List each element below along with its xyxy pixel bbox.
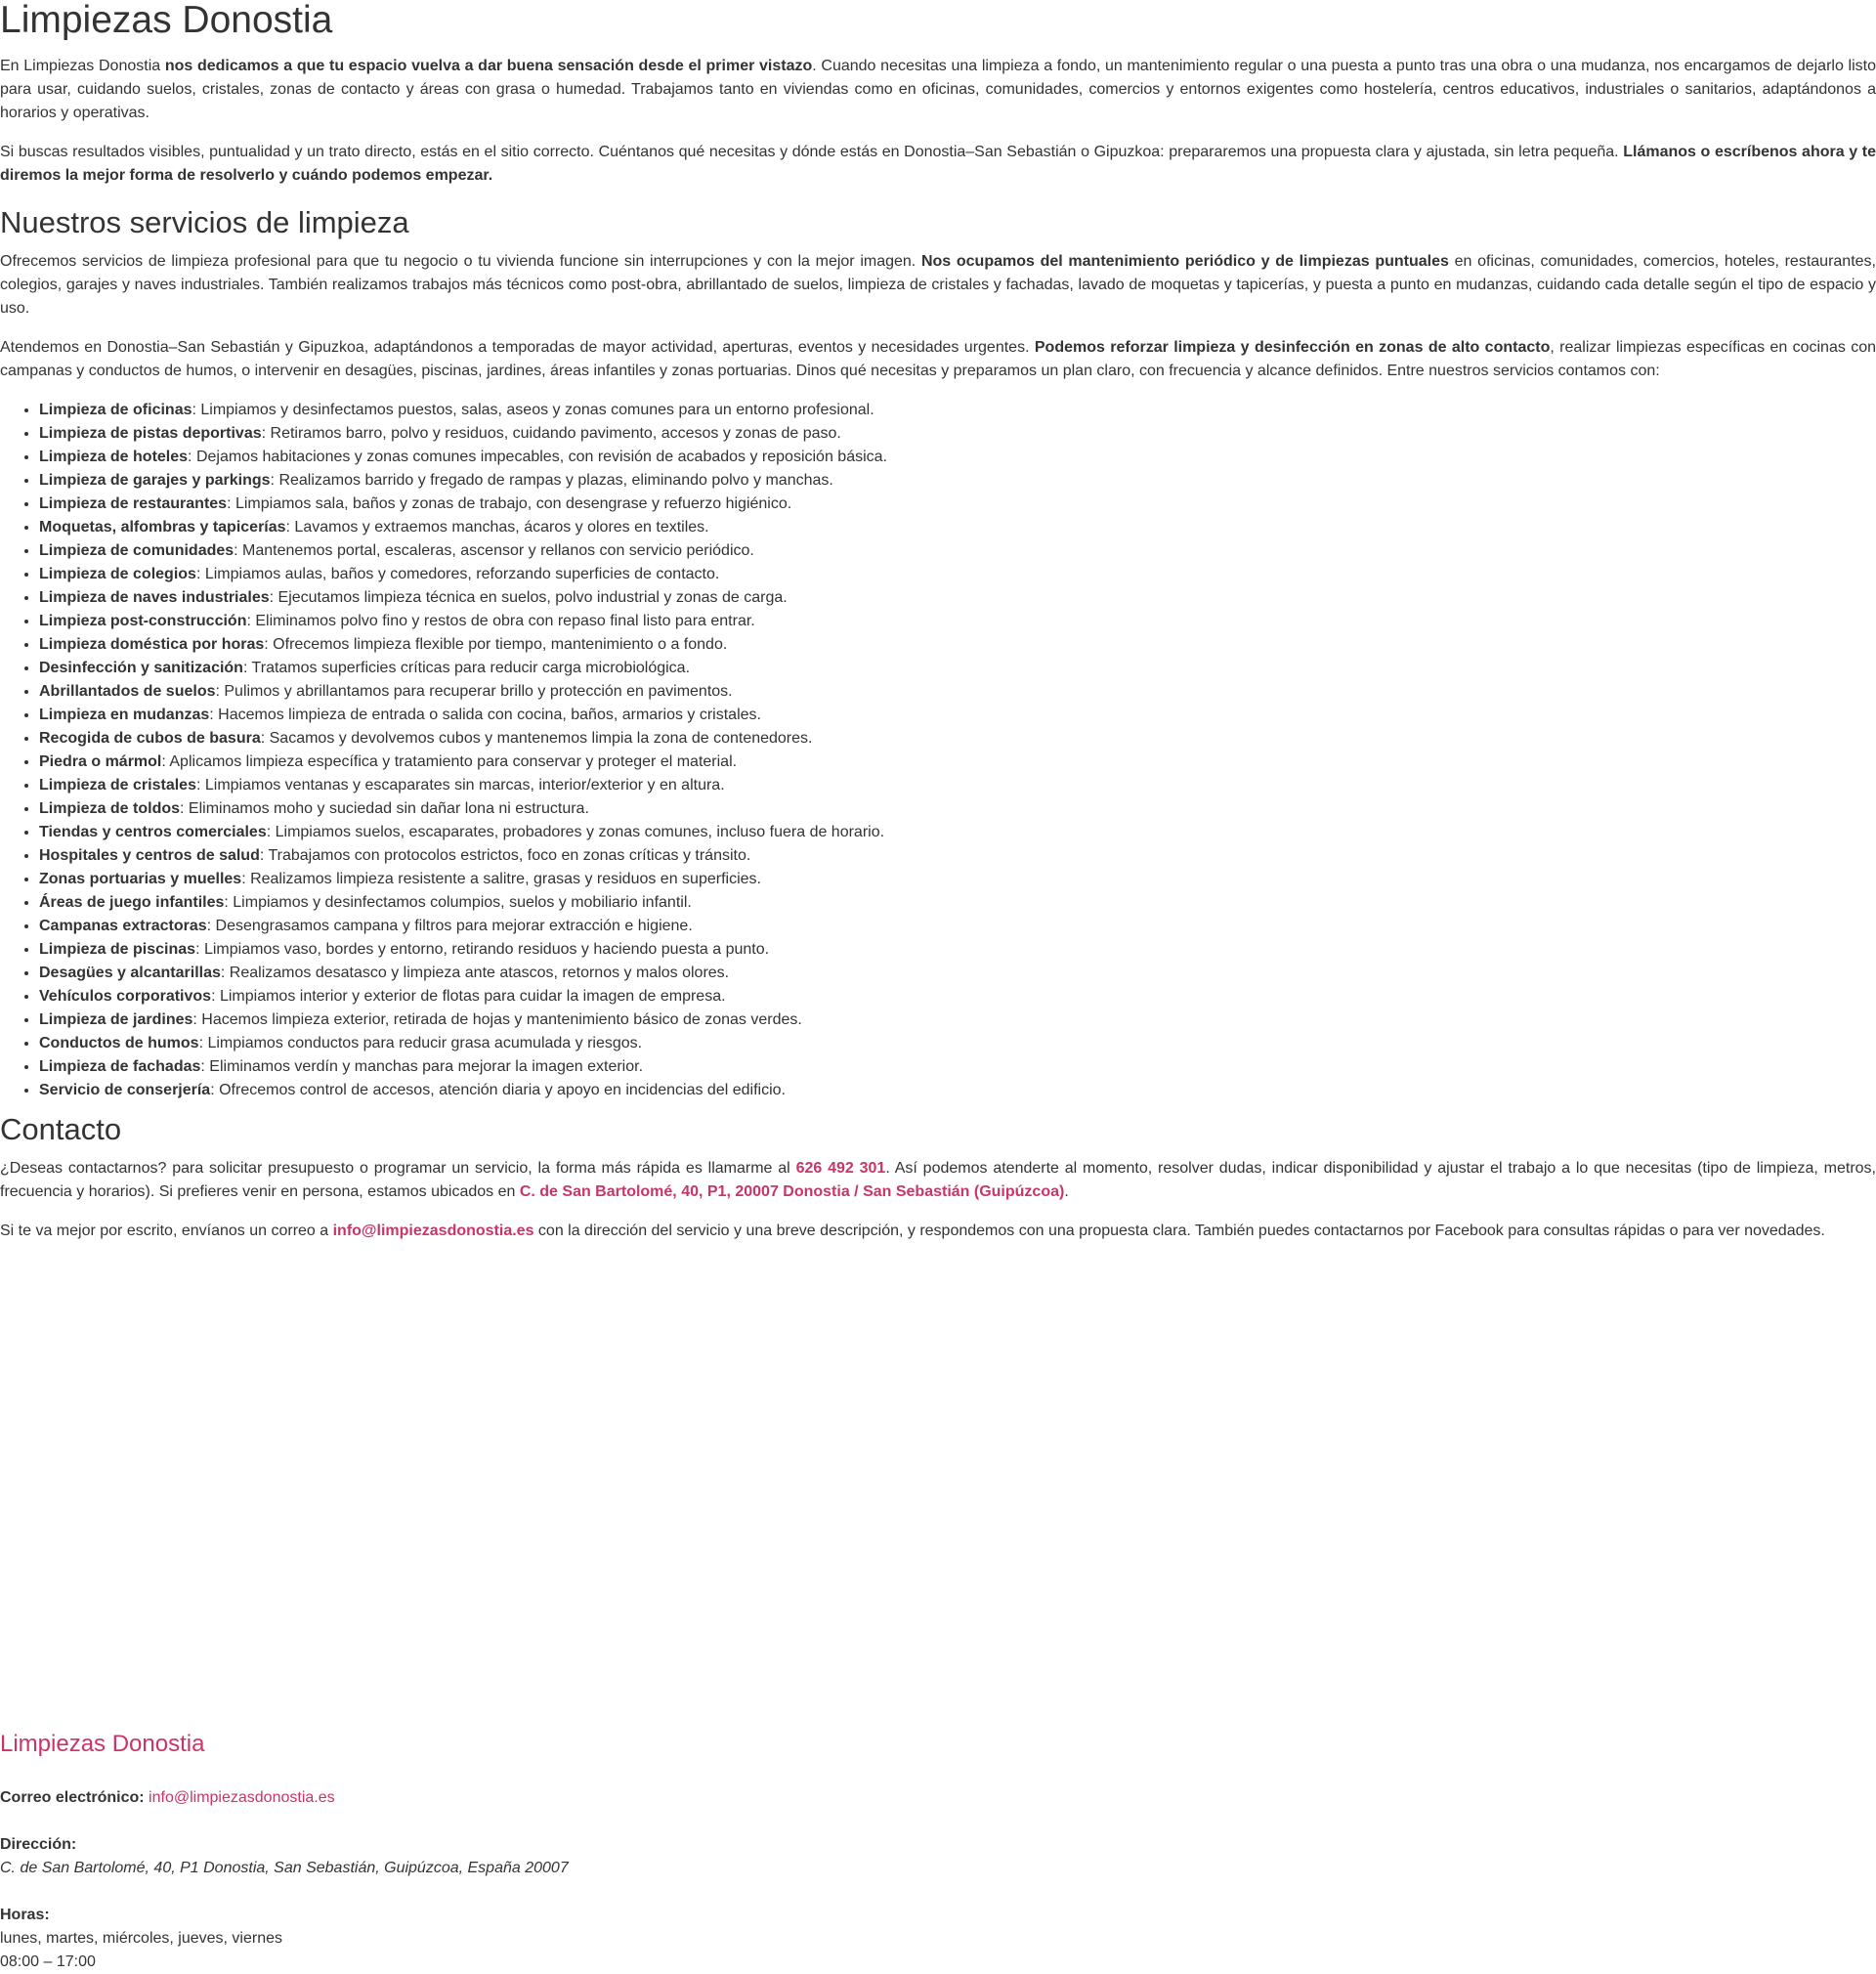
service-description: : Dejamos habitaciones y zonas comunes impecables, con revisión de acabados y reposición básica. xyxy=(188,449,887,465)
service-description: : Realizamos barrido y fregado de rampas y plazas, eliminando polvo y manchas. xyxy=(270,472,833,489)
contact-heading: Contacto xyxy=(0,1112,122,1146)
service-description: : Desengrasamos campana y filtros para mejorar extracción e higiene. xyxy=(206,918,693,934)
service-description: : Limpiamos interior y exterior de flotas para cuidar la imagen de empresa. xyxy=(211,988,726,1005)
service-description: : Aplicamos limpieza específica y tratamiento para conservar y proteger el material. xyxy=(161,753,738,770)
service-list-item xyxy=(39,680,1876,704)
body-text: En Limpiezas Donostia xyxy=(0,58,165,74)
page-title: Limpiezas Donostia xyxy=(0,0,333,41)
services-paragraph-1 xyxy=(0,250,1876,321)
service-list-item xyxy=(39,539,1876,563)
service-list-item xyxy=(39,962,1876,985)
service-description: : Retiramos barro, polvo y residuos, cuidando pavimento, accesos y zonas de paso. xyxy=(261,425,841,442)
service-list-item xyxy=(39,727,1876,751)
service-list-item xyxy=(39,985,1876,1008)
service-description: : Limpiamos y desinfectamos columpios, suelos y mobiliario infantil. xyxy=(224,894,692,911)
body-text: . Cuando necesitas una limpieza a fondo, un mantenimiento regular o una puesta a punto tras una obra o una mudanza, nos encargamos de dejarlo listo para usar, cuidando suelos, cristales, zonas de contacto y áreas con grasa o humedad. Trabajamos tanto en viviendas como en oficinas, comunidades, comercios y entornos exigentes como hostelería, centros educativos, industriales o sanitarios, adaptándonos a horarios y operativas. xyxy=(0,58,1876,121)
contact-text: ¿Deseas contactarnos? para solicitar presupuesto o programar un servicio, la forma más rápida es llamarme al xyxy=(0,1160,796,1177)
contact-text: . Así podemos atenderte al momento, resolver dudas, indicar disponibilidad y ajustar el trabajo a lo que necesitas (tipo de limpieza, metros, frecuencia y horarios). Si prefieres venir en persona, estamos ubicados en xyxy=(0,1160,1876,1200)
service-name: Limpieza en mudanzas xyxy=(39,707,210,723)
service-name: Servicio de conserjería xyxy=(39,1082,211,1098)
body-text: Si buscas resultados visibles, puntualidad y un trato directo, estás en el sitio correcto. Cuéntanos qué necesitas y dónde estás en Donostia–San Sebastián o Gipuzkoa: prepararemos una propuesta clara y ajustada, sin letra pequeña. xyxy=(0,144,1624,160)
service-description: : Lavamos y extraemos manchas, ácaros y olores en textiles. xyxy=(285,519,709,536)
service-list-item xyxy=(39,563,1876,586)
service-description: : Hacemos limpieza de entrada o salida con cocina, baños, armarios y cristales. xyxy=(209,707,761,723)
service-list-item xyxy=(39,657,1876,680)
emphasis-text: Llámanos o escríbenos ahora y te diremos la mejor forma de resolverlo y cuándo podemos empezar. xyxy=(0,144,1876,184)
service-description: : Realizamos limpieza resistente a salitre, grasas y residuos en superficies. xyxy=(241,871,761,887)
service-list-item xyxy=(39,493,1876,516)
service-name: Limpieza de naves industriales xyxy=(39,589,270,606)
service-description: : Limpiamos y desinfectamos puestos, salas, aseos y zonas comunes para un entorno profesional. xyxy=(192,402,874,418)
body-text: Atendemos en Donostia–San Sebastián y Gipuzkoa, adaptándonos a temporadas de mayor actividad, aperturas, eventos y necesidades urgentes. xyxy=(0,339,1035,356)
contact-paragraph-2 xyxy=(0,1220,1876,1243)
service-name: Desinfección y sanitización xyxy=(39,660,243,676)
service-description: : Eliminamos verdín y manchas para mejorar la imagen exterior. xyxy=(200,1058,644,1075)
service-list-item xyxy=(39,1055,1876,1079)
emphasis-text: Nos ocupamos del mantenimiento periódico y de limpiezas puntuales xyxy=(920,253,1449,270)
service-list-item xyxy=(39,868,1876,891)
service-description: : Limpiamos ventanas y escaparates sin marcas, interior/exterior y en altura. xyxy=(195,777,725,794)
service-name: Tiendas y centros comerciales xyxy=(39,824,267,840)
service-list-item xyxy=(39,633,1876,657)
service-description: : Limpiamos vaso, bordes y entorno, retirando residuos y haciendo puesta a punto. xyxy=(195,941,770,958)
body-text: Ofrecemos servicios de limpieza profesional para que tu negocio o tu vivienda funcione sin interrupciones y con la mejor imagen. xyxy=(0,253,921,270)
service-list-item xyxy=(39,938,1876,962)
service-description: : Eliminamos polvo fino y restos de obra con repaso final listo para entrar. xyxy=(246,613,755,629)
service-description: : Trabajamos con protocolos estrictos, foco en zonas críticas y tránsito. xyxy=(259,847,751,864)
service-description: : Limpiamos aulas, baños y comedores, reforzando superficies de contacto. xyxy=(195,566,720,582)
service-list-item xyxy=(39,844,1876,868)
service-list-item xyxy=(39,1032,1876,1055)
services-paragraph-2 xyxy=(0,336,1876,383)
service-description: : Tratamos superficies críticas para reducir carga microbiológica. xyxy=(242,660,691,676)
service-description: : Eliminamos moho y suciedad sin dañar lona ni estructura. xyxy=(180,800,589,817)
body-text: en oficinas, comunidades, comercios, hoteles, restaurantes, colegios, garajes y naves industriales. También realizamos trabajos más técnicos como post-obra, abrillantado de suelos, limpieza de cristales y fachadas, lavado de moquetas y tapicerías, y puesta a punto en mudanzas, cuidando cada detalle según el tipo de espacio y uso. xyxy=(0,253,1876,317)
service-name: Desagües y alcantarillas xyxy=(39,965,221,981)
address-link[interactable]: C. de San Bartolomé, 40, P1, 20007 Donostia / San Sebastián (Guipúzcoa) xyxy=(519,1183,1065,1200)
footer-email-label: Correo electrónico: xyxy=(0,1789,145,1806)
service-name: Limpieza de fachadas xyxy=(39,1058,201,1075)
service-list-item xyxy=(39,891,1876,915)
service-description: : Realizamos desatasco y limpieza ante atascos, retornos y malos olores. xyxy=(220,965,730,981)
service-list-item xyxy=(39,610,1876,633)
service-description: : Hacemos limpieza exterior, retirada de hojas y mantenimiento básico de zonas verdes. xyxy=(192,1011,802,1028)
service-description: : Ofrecemos limpieza flexible por tiempo, mantenimiento o a fondo. xyxy=(264,636,728,653)
service-name: Áreas de juego infantiles xyxy=(39,894,225,911)
service-list-item xyxy=(39,797,1876,821)
contact-text: . xyxy=(1064,1183,1069,1200)
footer-email-row xyxy=(0,1786,1876,1810)
body-text: , realizar limpiezas específicas en cocinas con campanas y conductos de humos, o intervenir en desagües, piscinas, jardines, áreas infantiles y zonas portuarias. Dinos qué necesitas y preparamos un plan claro, con frecuencia y alcance definidos. Entre nuestros servicios contamos con: xyxy=(0,339,1876,379)
service-name: Campanas extractoras xyxy=(39,918,207,934)
service-name: Recogida de cubos de basura xyxy=(39,730,261,747)
service-name: Limpieza de pistas deportivas xyxy=(39,425,262,442)
services-heading: Nuestros servicios de limpieza xyxy=(0,205,409,239)
service-description: : Limpiamos conductos para reducir grasa acumulada y riesgos. xyxy=(198,1035,643,1051)
service-description: : Limpiamos suelos, escaparates, probadores y zonas comunes, incluso fuera de horario. xyxy=(266,824,885,840)
service-list-item xyxy=(39,751,1876,774)
footer-business-info xyxy=(0,1730,1876,1974)
service-description: : Ejecutamos limpieza técnica en suelos, polvo industrial y zonas de carga. xyxy=(269,589,788,606)
service-description: : Pulimos y abrillantamos para recuperar brillo y protección en pavimentos. xyxy=(215,683,733,700)
contact-paragraph-1 xyxy=(0,1157,1876,1204)
service-name: Abrillantados de suelos xyxy=(39,683,216,700)
emphasis-text: Podemos reforzar limpieza y desinfección en zonas de alto contacto xyxy=(1034,339,1551,356)
footer-days: lunes, martes, miércoles, jueves, viernes xyxy=(0,1930,282,1947)
intro-paragraph-1 xyxy=(0,55,1876,125)
service-list-item xyxy=(39,516,1876,539)
phone-link[interactable]: 626 492 301 xyxy=(795,1160,886,1177)
footer-hours-label: Horas: xyxy=(0,1907,50,1923)
intro-paragraph-2 xyxy=(0,141,1876,188)
service-list-item xyxy=(39,586,1876,610)
contact-text: con la dirección del servicio y una breve descripción, y respondemos con una propuesta clara. También puedes contactarnos por Facebook para consultas rápidas o para ver novedades. xyxy=(533,1223,1825,1239)
service-name: Zonas portuarias y muelles xyxy=(39,871,242,887)
service-description: : Mantenemos portal, escaleras, ascensor y rellanos con servicio periódico. xyxy=(234,542,754,559)
footer-address: C. de San Bartolomé, 40, P1 Donostia, San Sebastián, Guipúzcoa, España 20007 xyxy=(0,1860,569,1876)
service-list-item xyxy=(39,704,1876,727)
service-name: Limpieza de jardines xyxy=(39,1011,193,1028)
service-name: Moquetas, alfombras y tapicerías xyxy=(39,519,286,536)
service-list-item xyxy=(39,1079,1876,1102)
service-name: Limpieza de restaurantes xyxy=(39,495,228,512)
footer-address-row xyxy=(0,1833,1876,1880)
service-name: Limpieza doméstica por horas xyxy=(39,636,265,653)
service-name: Limpieza de garajes y parkings xyxy=(39,472,271,489)
service-name: Limpieza de hoteles xyxy=(39,449,189,465)
service-description: : Limpiamos sala, baños y zonas de trabajo, con desengrase y refuerzo higiénico. xyxy=(227,495,792,512)
service-list-item xyxy=(39,821,1876,844)
service-name: Limpieza de comunidades xyxy=(39,542,234,559)
footer-hours-row xyxy=(0,1904,1876,1974)
service-name: Piedra o mármol xyxy=(39,753,162,770)
service-name: Limpieza de oficinas xyxy=(39,402,192,418)
service-list-item xyxy=(39,774,1876,797)
service-description: : Sacamos y devolvemos cubos y mantenemos limpia la zona de contenedores. xyxy=(260,730,813,747)
service-name: Limpieza post-construcción xyxy=(39,613,247,629)
footer-hours: 08:00 – 17:00 xyxy=(0,1953,96,1970)
email-link[interactable]: info@limpiezasdonostia.es xyxy=(332,1223,534,1239)
service-name: Hospitales y centros de salud xyxy=(39,847,260,864)
footer-email-link[interactable]: info@limpiezasdonostia.es xyxy=(149,1789,335,1806)
footer-address-label: Dirección: xyxy=(0,1836,77,1853)
service-name: Limpieza de piscinas xyxy=(39,941,196,958)
emphasis-text: nos dedicamos a que tu espacio vuelva a dar buena sensación desde el primer vistazo xyxy=(164,58,813,74)
service-list-item xyxy=(39,1008,1876,1032)
service-description: : Ofrecemos control de accesos, atención diaria y apoyo en incidencias del edificio. xyxy=(210,1082,786,1098)
service-name: Limpieza de cristales xyxy=(39,777,196,794)
services-list xyxy=(0,399,1876,1102)
service-list-item xyxy=(39,469,1876,493)
service-name: Limpieza de colegios xyxy=(39,566,196,582)
service-name: Limpieza de toldos xyxy=(39,800,181,817)
service-name: Conductos de humos xyxy=(39,1035,199,1051)
service-list-item xyxy=(39,422,1876,446)
footer-business-name: Limpiezas Donostia xyxy=(0,1731,205,1757)
service-list-item xyxy=(39,915,1876,938)
service-list-item xyxy=(39,446,1876,469)
contact-text: Si te va mejor por escrito, envíanos un correo a xyxy=(0,1223,333,1239)
service-name: Vehículos corporativos xyxy=(39,988,212,1005)
service-list-item xyxy=(39,399,1876,422)
